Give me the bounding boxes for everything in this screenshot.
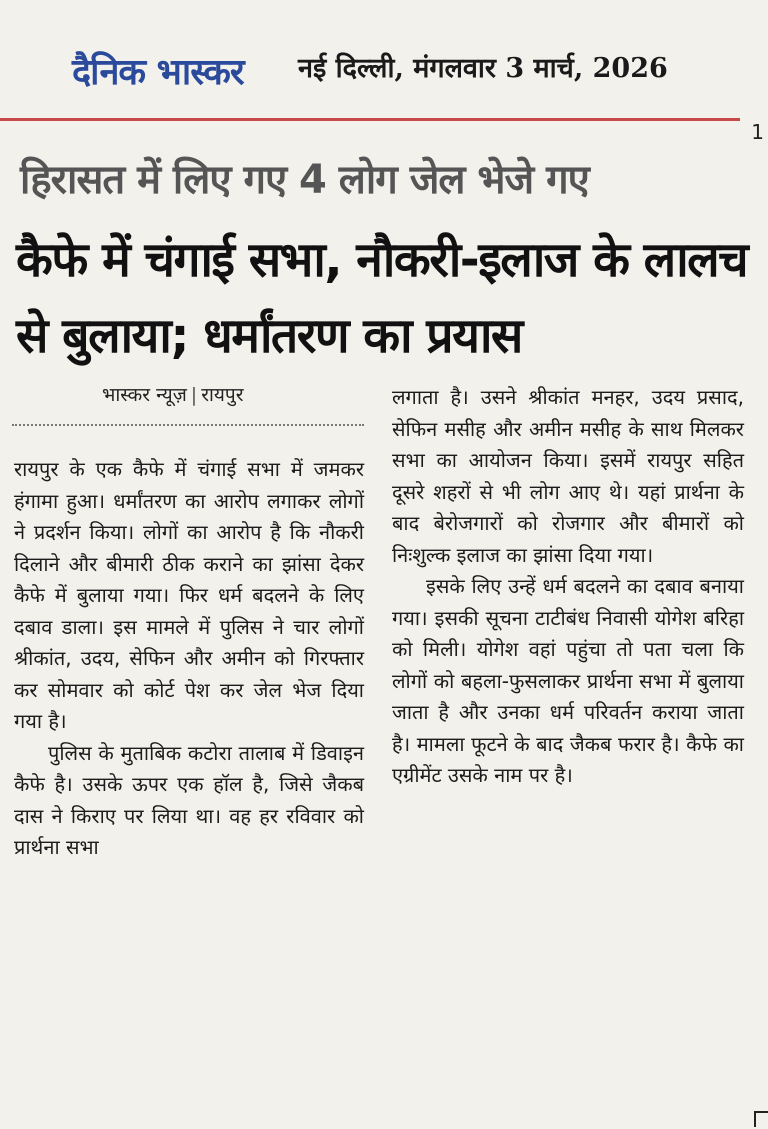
paragraph: लगाता है। उसने श्रीकांत मनहर, उदय प्रसाद, सेफिन मसीह और अमीन मसीह के साथ मिलकर सभा का आयोजन किया। इसमें रायपुर सहित दूसरे शहरों से भी लोग आए थे। यहां प्रार्थना के बाद बेरोजगारों को रोजगार और बीमारों को निःशुल्क इलाज का झांसा दिया गया। bbox=[392, 385, 744, 567]
byline-divider bbox=[12, 424, 364, 426]
article-kicker: हिरासत में लिए गए 4 लोग जेल भेजे गए bbox=[20, 157, 589, 203]
article-column-left bbox=[14, 454, 364, 864]
paragraph: रायपुर के एक कैफे में चंगाई सभा में जमकर हंगामा हुआ। धर्मांतरण का आरोप लगाकर लोगों ने प्रदर्शन किया। लोगों का आरोप है कि नौकरी दिलाने और बीमारी ठीक कराने का झांसा देकर कैफे में बुलाया गया। फिर धर्म बदलने के लिए दबाव डाला। इस मामले में पुलिस ने चार लोगों श्रीकांत, उदय, सेफिन और अमीन को गिरफ्तार कर सोमवार को कोर्ट पेश कर जेल भेज दिया गया है। bbox=[14, 457, 364, 733]
paragraph: पुलिस के मुताबिक कटोरा तालाब में डिवाइन कैफे है। उसके ऊपर एक हॉल है, जिसे जैकब दास ने किराए पर लिया था। वह हर रविवार को प्रार्थना सभा bbox=[14, 740, 364, 859]
byline-agency: भास्कर न्यूज़ bbox=[102, 384, 187, 406]
article-headline: कैफे में चंगाई सभा, नौकरी-इलाज के लालच से बुलाया; धर्मांतरण का प्रयास bbox=[16, 232, 748, 364]
paragraph: इसके लिए उन्हें धर्म बदलने का दबाव बनाया गया। इसकी सूचना टाटीबंध निवासी योगेश बरिहा को मिली। योगेश वहां पहुंचा तो पता चला कि लोगों को बहला-फुसलाकर प्रार्थना सभा में बुलाया जाता है और उनका धर्म परिवर्तन कराया जाता है। मामला फूटने के बाद जैकब फरार है। कैफे का एग्रीमेंट उसके नाम पर है। bbox=[392, 574, 744, 787]
byline bbox=[102, 381, 243, 407]
corner-mark bbox=[754, 1111, 768, 1127]
article-column-right bbox=[392, 382, 744, 792]
newspaper-logo: दैनिक भास्कर bbox=[72, 51, 244, 93]
dateline: नई दिल्ली, मंगलवार 3 मार्च, 2026 bbox=[298, 53, 668, 84]
byline-city: रायपुर bbox=[201, 384, 244, 406]
masthead-divider bbox=[0, 118, 740, 121]
page-edge-mark: 1 bbox=[751, 120, 764, 144]
byline-separator: | bbox=[190, 384, 198, 406]
masthead bbox=[72, 46, 752, 106]
